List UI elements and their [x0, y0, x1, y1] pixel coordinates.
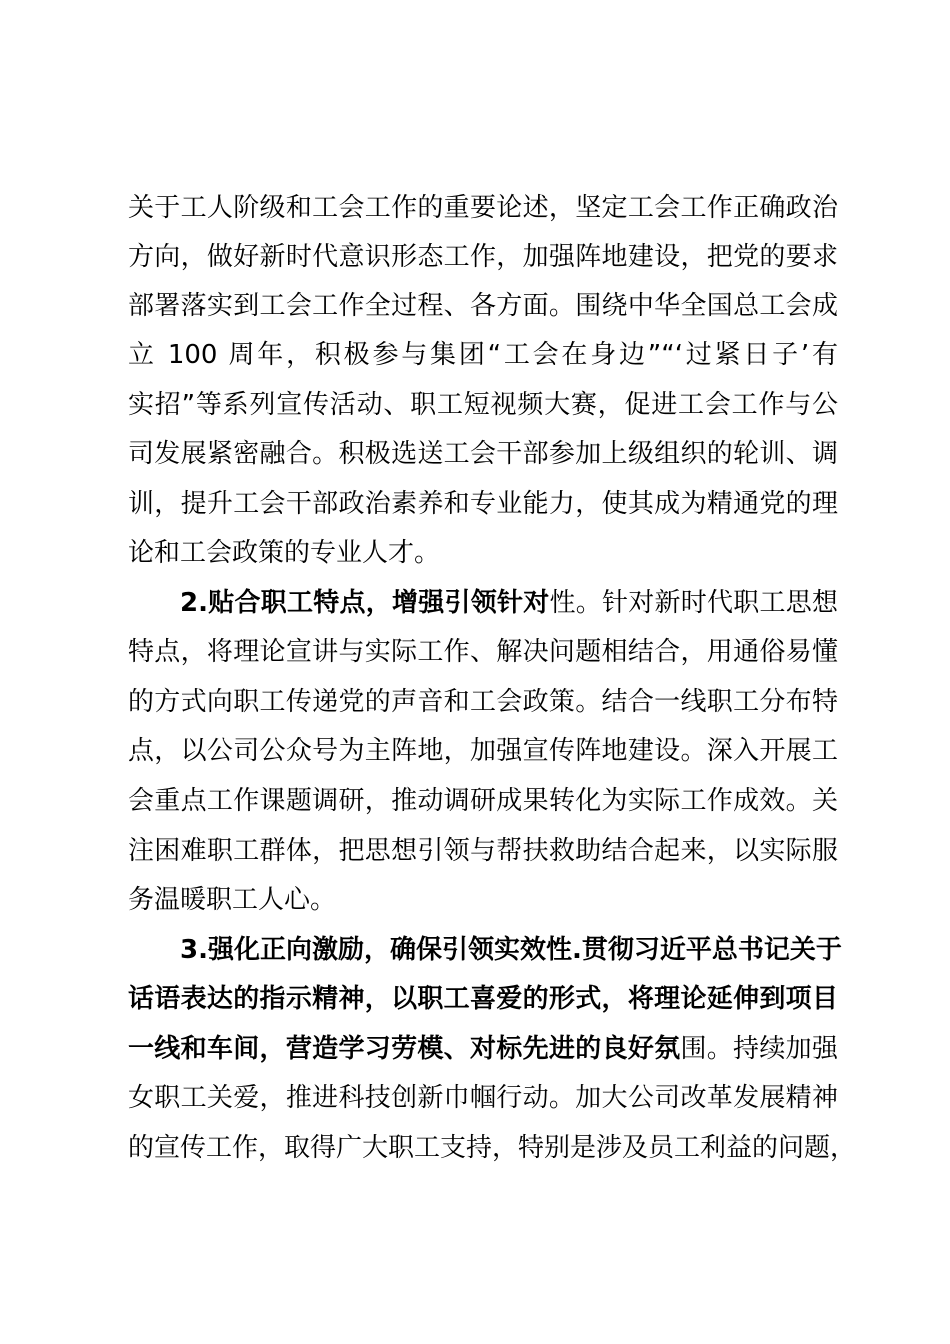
paragraph-line: 关于工人阶级和工会工作的重要论述，坚定工会工作正确政治 — [128, 193, 838, 223]
paragraph-line: 实招”等系列宣传活动、职工短视频大赛，促进工会工作与公 — [128, 390, 838, 420]
section-3-line-rest: 围。持续加强 — [680, 1034, 838, 1064]
section-3-mixed-line — [128, 1033, 838, 1065]
paragraph-line: 的方式向职工传递党的声音和工会政策。结合一线职工分布特 — [128, 687, 838, 717]
section-3-heading-tail: 一线和车间，营造学习劳模、对标先进的良好氛 — [128, 1034, 681, 1064]
section-2-heading: 2.贴合职工特点，增强引领针对 — [180, 588, 550, 618]
section-2-first-line — [180, 587, 838, 619]
paragraph-line: 女职工关爱，推进科技创新巾帼行动。加大公司改革发展精神 — [128, 1083, 838, 1113]
paragraph-line: 部署落实到工会工作全过程、各方面。围绕中华全国总工会成 — [128, 291, 838, 321]
paragraph-line: 立 100 周年，积极参与集团“工会在身边”“‘过紧日子’有 — [128, 340, 838, 370]
paragraph-line: 司发展紧密融合。积极选送工会干部参加上级组织的轮训、调 — [128, 439, 838, 469]
paragraph-line: 特点，将理论宣讲与实际工作、解决问题相结合，用通俗易懂 — [128, 637, 838, 667]
section-3-heading-line: 3.强化正向激励，确保引领实效性.贯彻习近平总书记关于 — [180, 935, 842, 965]
section-2-first-rest: 性。针对新时代职工思想 — [549, 588, 838, 618]
paragraph-line: 方向，做好新时代意识形态工作，加强阵地建设，把党的要求 — [128, 242, 838, 272]
paragraph-line: 会重点工作课题调研，推动调研成果转化为实际工作成效。关 — [128, 786, 838, 816]
paragraph-line: 论和工会政策的专业人才。 — [128, 538, 441, 568]
paragraph-line: 训，提升工会干部政治素养和专业能力，使其成为精通党的理 — [128, 489, 838, 519]
paragraph-line: 点，以公司公众号为主阵地，加强宣传阵地建设。深入开展工 — [128, 736, 838, 766]
paragraph-line: 的宣传工作，取得广大职工支持，特别是涉及员工利益的问题， — [128, 1133, 857, 1163]
section-3-heading-line: 话语表达的指示精神，以职工喜爱的形式，将理论延伸到项目 — [128, 984, 838, 1014]
paragraph-line: 注困难职工群体，把思想引领与帮扶救助结合起来，以实际服 — [128, 836, 838, 866]
paragraph-line: 务温暖职工人心。 — [128, 885, 337, 915]
